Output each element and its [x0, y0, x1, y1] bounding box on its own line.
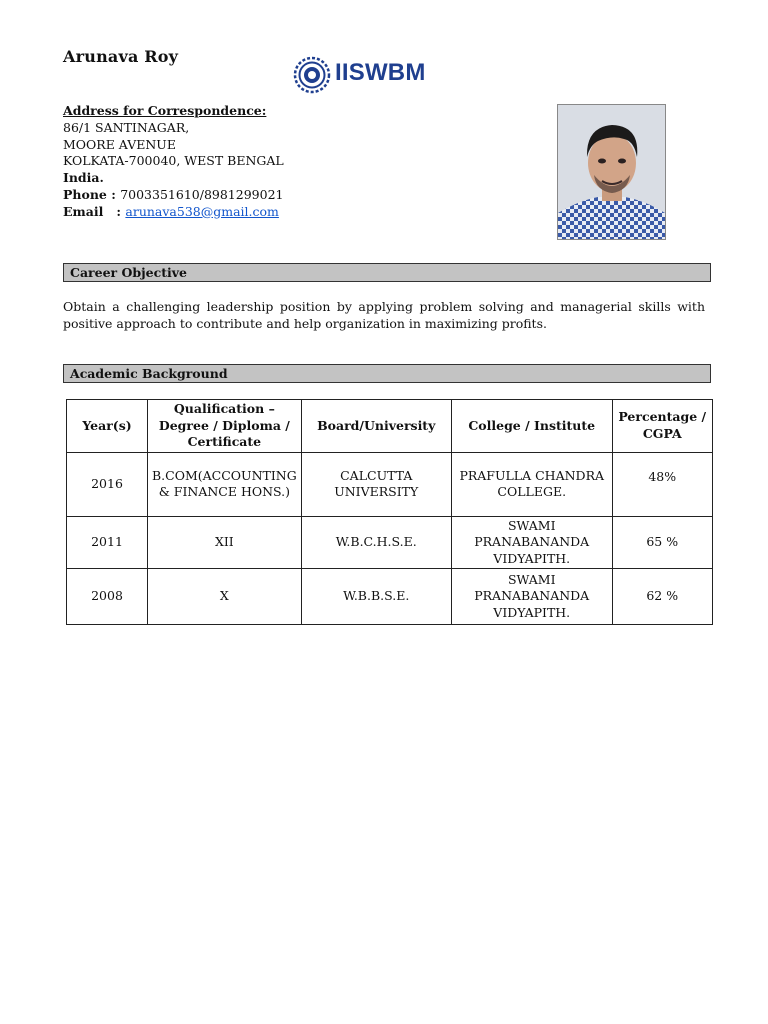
table-cell: PRAFULLA CHANDRA COLLEGE.: [451, 452, 612, 516]
column-header: Qualification – Degree / Diploma / Certificate: [148, 400, 302, 453]
email-row: Email : arunava538@gmail.com: [63, 203, 279, 219]
phone-row: Phone : 7003351610/8981299021: [63, 186, 284, 202]
table-cell: 65 %: [612, 516, 712, 569]
email-label: Email: [63, 203, 104, 219]
logo-text: IISWBM: [335, 59, 426, 86]
table-cell: SWAMI PRANABANANDA VIDYAPITH.: [451, 569, 612, 625]
table-cell: B.COM(ACCOUNTING & FINANCE HONS.): [148, 452, 302, 516]
table-cell: 2011: [67, 516, 148, 569]
table-cell: XII: [148, 516, 302, 569]
table-cell: W.B.B.S.E.: [301, 569, 451, 625]
table-row: [67, 452, 713, 516]
phone-value: 7003351610/8981299021: [120, 186, 284, 202]
profile-photo: [557, 104, 666, 240]
address-line: KOLKATA-700040, WEST BENGAL: [63, 153, 284, 169]
table-row: [67, 516, 713, 569]
career-objective-heading: Career Objective: [63, 263, 711, 282]
address-block: [63, 103, 284, 221]
career-objective-text: Obtain a challenging leadership position by applying problem solving and managerial skills with positive approach to contribute and help organization in maximizing profits.: [63, 299, 705, 331]
academic-table: [66, 399, 713, 625]
table-cell: SWAMI PRANABANANDA VIDYAPITH.: [451, 516, 612, 569]
phone-label: Phone: [63, 186, 107, 202]
gear-emblem-icon: [293, 56, 331, 94]
table-cell: CALCUTTA UNIVERSITY: [301, 452, 451, 516]
table-row: [67, 569, 713, 625]
table-cell: 2008: [67, 569, 148, 625]
person-portrait: [558, 105, 665, 239]
academic-background-heading: Academic Background: [63, 364, 711, 383]
table-cell: 62 %: [612, 569, 712, 625]
table-cell: X: [148, 569, 302, 625]
table-cell: 48%: [612, 452, 712, 516]
table-header-row: [67, 400, 713, 453]
address-line: 86/1 SANTINAGAR,: [63, 119, 190, 135]
table-cell: W.B.C.H.S.E.: [301, 516, 451, 569]
address-line: MOORE AVENUE: [63, 136, 176, 152]
address-line: India.: [63, 170, 104, 186]
column-header: College / Institute: [451, 400, 612, 453]
column-header: Board/University: [301, 400, 451, 453]
candidate-name: Arunava Roy: [63, 47, 179, 66]
address-heading: Address for Correspondence:: [63, 103, 267, 118]
iiswbm-logo: [293, 56, 433, 94]
column-header: Percentage / CGPA: [612, 400, 712, 453]
table-cell: 2016: [67, 452, 148, 516]
email-link[interactable]: arunava538@gmail.com: [125, 203, 279, 219]
column-header: Year(s): [67, 400, 148, 453]
